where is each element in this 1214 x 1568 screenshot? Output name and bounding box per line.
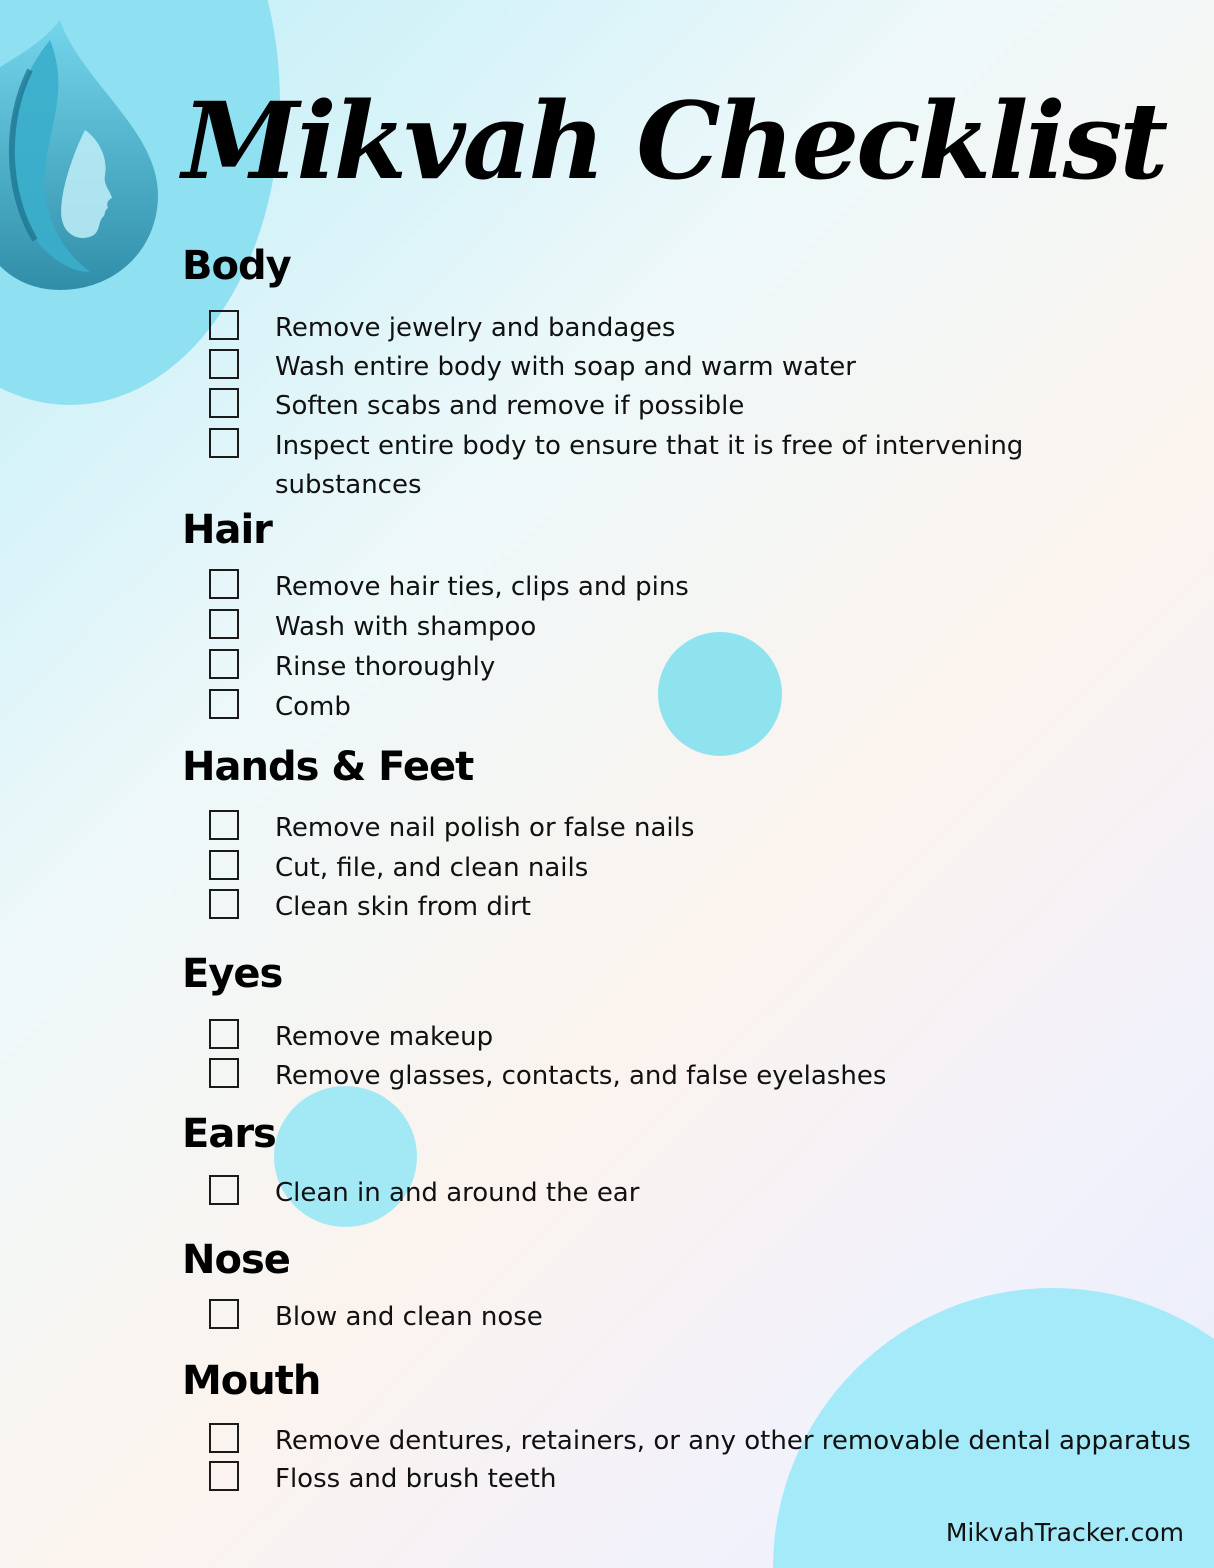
section-heading-hands-feet: Hands & Feet: [182, 744, 474, 790]
checkbox[interactable]: [209, 1423, 239, 1453]
checklist-item-label: Remove hair ties, clips and pins: [275, 572, 689, 602]
checkbox[interactable]: [209, 889, 239, 919]
checklist-item-label: Floss and brush teeth: [275, 1464, 557, 1494]
checklist-item-label: Blow and clean nose: [275, 1302, 543, 1332]
checkbox[interactable]: [209, 850, 239, 880]
checkbox[interactable]: [209, 1058, 239, 1088]
checkbox[interactable]: [209, 609, 239, 639]
checkbox[interactable]: [209, 689, 239, 719]
website-footer: MikvahTracker.com: [945, 1518, 1184, 1547]
checklist-item-label: Comb: [275, 692, 351, 722]
checklist-item-label: Soften scabs and remove if possible: [275, 391, 745, 421]
checkbox[interactable]: [209, 310, 239, 340]
checklist-item-label: Remove jewelry and bandages: [275, 313, 676, 343]
checklist-item-label: Clean in and around the ear: [275, 1178, 640, 1208]
checklist-item-label: Wash with shampoo: [275, 612, 537, 642]
section-heading-ears: Ears: [182, 1111, 276, 1157]
checkbox[interactable]: [209, 1461, 239, 1491]
section-heading-mouth: Mouth: [182, 1358, 321, 1404]
checklist-item-label: Remove dentures, retainers, or any other removable dental apparatus: [275, 1426, 1191, 1456]
page-title: Mikvah Checklist: [182, 78, 1166, 203]
decorative-circle-middle: [658, 632, 782, 756]
section-heading-hair: Hair: [182, 507, 272, 553]
checkbox[interactable]: [209, 1175, 239, 1205]
section-heading-eyes: Eyes: [182, 951, 283, 997]
checklist-item-label: Remove glasses, contacts, and false eyelashes: [275, 1061, 887, 1091]
checkbox[interactable]: [209, 649, 239, 679]
checklist-item-label: Inspect entire body to ensure that it is free of intervening substances: [275, 431, 1024, 500]
checklist-item-label: Clean skin from dirt: [275, 892, 532, 922]
checkbox[interactable]: [209, 428, 239, 458]
checklist-item-label: Cut, file, and clean nails: [275, 853, 589, 883]
checklist-item-label: Remove makeup: [275, 1022, 494, 1052]
section-heading-nose: Nose: [182, 1237, 290, 1283]
checklist-item-label: Rinse thoroughly: [275, 652, 496, 682]
checkbox[interactable]: [209, 1299, 239, 1329]
checkbox[interactable]: [209, 810, 239, 840]
checklist-item-label: Wash entire body with soap and warm water: [275, 352, 856, 382]
checklist-item-label: Remove nail polish or false nails: [275, 813, 695, 843]
checkbox[interactable]: [209, 1019, 239, 1049]
checkbox[interactable]: [209, 349, 239, 379]
water-drop-woman-logo: [0, 10, 165, 295]
section-heading-body: Body: [182, 243, 291, 289]
checkbox[interactable]: [209, 388, 239, 418]
checkbox[interactable]: [209, 569, 239, 599]
